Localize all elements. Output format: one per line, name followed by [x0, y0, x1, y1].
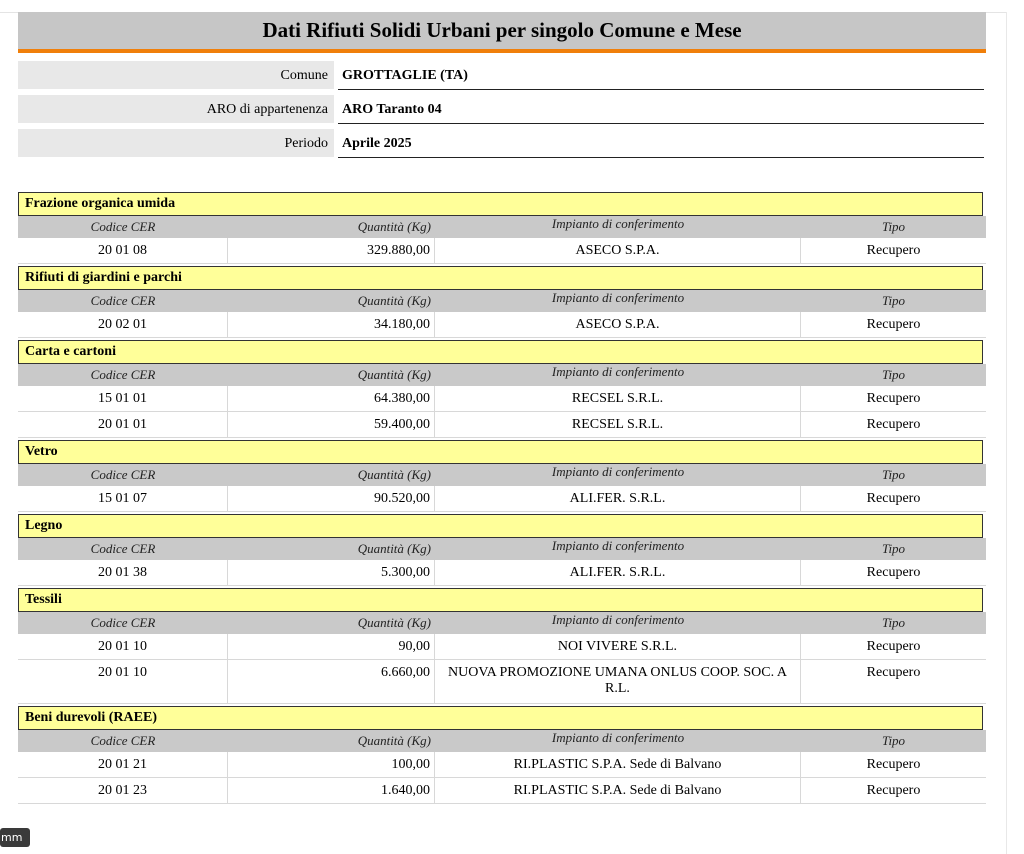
- column-header-type: Tipo: [881, 467, 906, 482]
- table-row: [18, 752, 986, 778]
- info-value: Aprile 2025: [338, 129, 984, 158]
- column-header-cer: Codice CER: [90, 367, 156, 382]
- plant-name: ASECO S.P.A.: [435, 312, 801, 338]
- scrollbar[interactable]: [1006, 12, 1024, 854]
- column-header-plant: Impianto di conferimento: [551, 290, 685, 305]
- cer-code: 20 01 10: [18, 660, 228, 704]
- page-title: Dati Rifiuti Solidi Urbani per singolo Comune e Mese: [18, 12, 986, 53]
- info-label: ARO di appartenenza: [18, 95, 334, 124]
- column-header-type: Tipo: [881, 293, 906, 308]
- quantity: 59.400,00: [228, 412, 435, 438]
- column-header-row: [18, 538, 986, 560]
- cer-code: 20 01 10: [18, 634, 228, 660]
- section-header: Legno: [18, 514, 983, 538]
- section-header: Rifiuti di giardini e parchi: [18, 266, 983, 290]
- cer-code: 20 01 08: [18, 238, 228, 264]
- plant-name: RI.PLASTIC S.P.A. Sede di Balvano: [435, 778, 801, 804]
- column-header-row: [18, 364, 986, 386]
- waste-type: Recupero: [801, 660, 986, 704]
- cer-code: 20 01 21: [18, 752, 228, 778]
- column-header-plant: Impianto di conferimento: [551, 364, 685, 379]
- quantity: 5.300,00: [228, 560, 435, 586]
- quantity: 90,00: [228, 634, 435, 660]
- section-header: Carta e cartoni: [18, 340, 983, 364]
- column-header-cer: Codice CER: [90, 293, 156, 308]
- quantity: 1.640,00: [228, 778, 435, 804]
- waste-type: Recupero: [801, 386, 986, 412]
- cer-code: 20 01 01: [18, 412, 228, 438]
- column-header-type: Tipo: [881, 733, 906, 748]
- cer-code: 20 02 01: [18, 312, 228, 338]
- quantity: 90.520,00: [228, 486, 435, 512]
- column-header-cer: Codice CER: [90, 615, 156, 630]
- cer-code: 15 01 07: [18, 486, 228, 512]
- column-header-row: [18, 290, 986, 312]
- column-header-type: Tipo: [881, 219, 906, 234]
- column-header-type: Tipo: [881, 367, 906, 382]
- table-row: [18, 312, 986, 338]
- table-row: [18, 486, 986, 512]
- waste-type: Recupero: [801, 778, 986, 804]
- plant-name: RECSEL S.R.L.: [435, 386, 801, 412]
- waste-type: Recupero: [801, 312, 986, 338]
- table-row: [18, 386, 986, 412]
- plant-name: ALI.FER. S.R.L.: [435, 486, 801, 512]
- waste-type: Recupero: [801, 560, 986, 586]
- waste-sections: [18, 190, 986, 804]
- column-header-plant: Impianto di conferimento: [551, 730, 685, 745]
- column-header-type: Tipo: [881, 615, 906, 630]
- column-header-row: [18, 612, 986, 634]
- section-header: Tessili: [18, 588, 983, 612]
- info-value: GROTTAGLIE (TA): [338, 61, 984, 90]
- table-row: [18, 238, 986, 264]
- column-header-qty: Quantità (Kg): [357, 467, 431, 482]
- table-row: [18, 560, 986, 586]
- plant-name: ALI.FER. S.R.L.: [435, 560, 801, 586]
- section-header: Frazione organica umida: [18, 192, 983, 216]
- column-header-row: [18, 216, 986, 238]
- column-header-qty: Quantità (Kg): [357, 219, 431, 234]
- section-header: Beni durevoli (RAEE): [18, 706, 983, 730]
- quantity: 64.380,00: [228, 386, 435, 412]
- quantity: 100,00: [228, 752, 435, 778]
- info-value: ARO Taranto 04: [338, 95, 984, 124]
- report-page: [18, 12, 986, 798]
- quantity: 329.880,00: [228, 238, 435, 264]
- column-header-cer: Codice CER: [90, 219, 156, 234]
- info-row-periodo: [18, 129, 986, 158]
- column-header-qty: Quantità (Kg): [357, 367, 431, 382]
- column-header-qty: Quantità (Kg): [357, 615, 431, 630]
- section-header: Vetro: [18, 440, 983, 464]
- column-header-cer: Codice CER: [90, 467, 156, 482]
- column-header-plant: Impianto di conferimento: [551, 464, 685, 479]
- info-label: Periodo: [18, 129, 334, 158]
- info-row-comune: [18, 61, 986, 90]
- waste-type: Recupero: [801, 752, 986, 778]
- waste-type: Recupero: [801, 634, 986, 660]
- plant-name: RI.PLASTIC S.P.A. Sede di Balvano: [435, 752, 801, 778]
- column-header-plant: Impianto di conferimento: [551, 612, 685, 627]
- column-header-row: [18, 730, 986, 752]
- plant-name: ASECO S.P.A.: [435, 238, 801, 264]
- table-row: [18, 412, 986, 438]
- plant-name: RECSEL S.R.L.: [435, 412, 801, 438]
- info-label: Comune: [18, 61, 334, 90]
- column-header-qty: Quantità (Kg): [357, 733, 431, 748]
- column-header-qty: Quantità (Kg): [357, 293, 431, 308]
- table-row: [18, 660, 986, 704]
- waste-type: Recupero: [801, 238, 986, 264]
- cer-code: 20 01 38: [18, 560, 228, 586]
- table-row: [18, 634, 986, 660]
- column-header-type: Tipo: [881, 541, 906, 556]
- column-header-qty: Quantità (Kg): [357, 541, 431, 556]
- waste-type: Recupero: [801, 486, 986, 512]
- plant-name: NUOVA PROMOZIONE UMANA ONLUS COOP. SOC. A R.L.: [435, 660, 801, 704]
- quantity: 34.180,00: [228, 312, 435, 338]
- quantity: 6.660,00: [228, 660, 435, 704]
- tooltip: mm: [0, 828, 30, 847]
- info-row-aro: [18, 95, 986, 124]
- cer-code: 15 01 01: [18, 386, 228, 412]
- column-header-cer: Codice CER: [90, 541, 156, 556]
- waste-type: Recupero: [801, 412, 986, 438]
- table-row: [18, 778, 986, 804]
- info-block: [18, 61, 986, 158]
- plant-name: NOI VIVERE S.R.L.: [435, 634, 801, 660]
- column-header-plant: Impianto di conferimento: [551, 216, 685, 231]
- column-header-row: [18, 464, 986, 486]
- cer-code: 20 01 23: [18, 778, 228, 804]
- column-header-cer: Codice CER: [90, 733, 156, 748]
- column-header-plant: Impianto di conferimento: [551, 538, 685, 553]
